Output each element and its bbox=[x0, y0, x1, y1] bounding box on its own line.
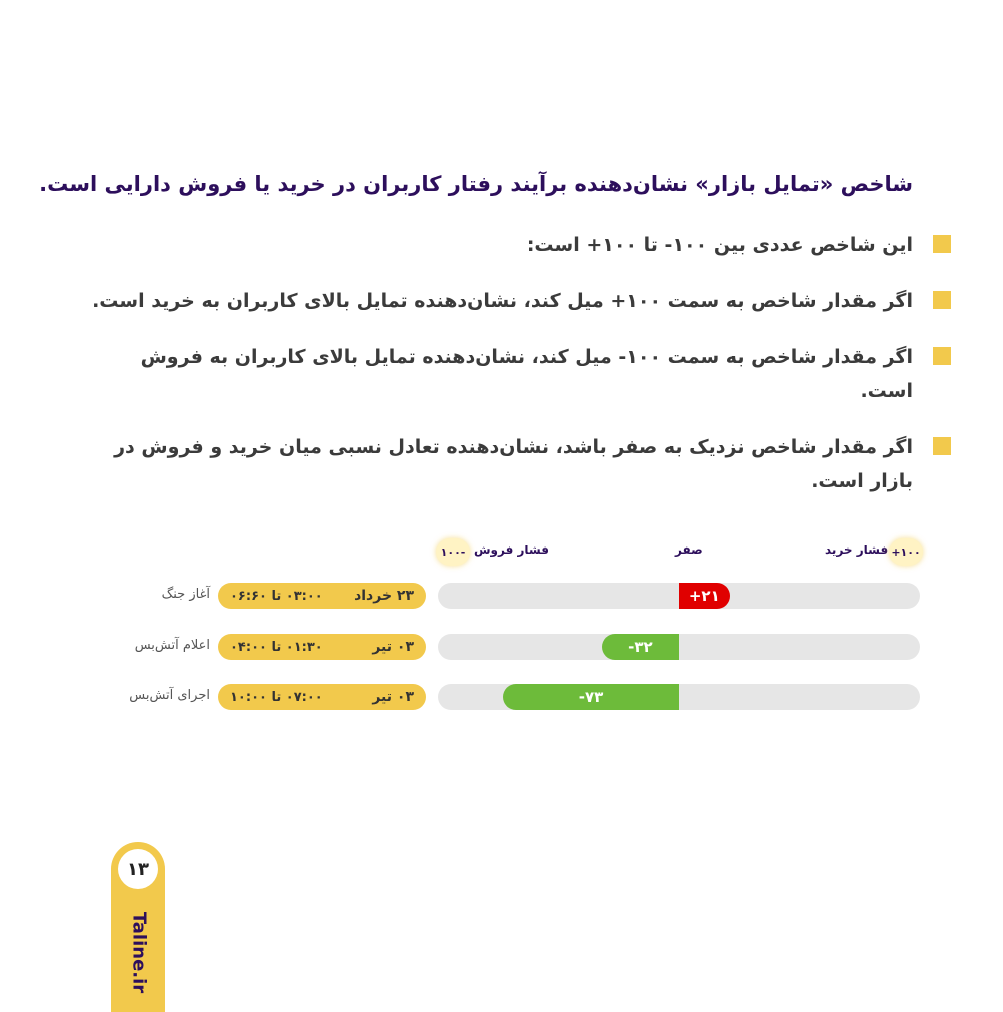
date-label: ۰۳ تیر bbox=[372, 689, 414, 705]
date-time-pill bbox=[218, 634, 426, 660]
bullet-item bbox=[91, 228, 951, 262]
max-label: +۱۰۰ bbox=[889, 538, 923, 566]
time-range-label: ۰۱:۳۰ تا ۰۴:۰۰ bbox=[230, 639, 323, 655]
page-tab bbox=[111, 842, 165, 1012]
value-bar bbox=[679, 583, 730, 609]
min-label: ۱۰۰- bbox=[436, 538, 470, 566]
bullet-item bbox=[91, 284, 951, 318]
bullet-text: اگر مقدار شاخص به سمت ۱۰۰+ میل کند، نشان‌دهنده تمایل بالای کاربران به خرید است. bbox=[92, 290, 913, 312]
value-label: +۲۱ bbox=[688, 587, 720, 605]
event-label: اعلام آتش‌بس bbox=[134, 638, 210, 653]
bullet-item bbox=[91, 430, 951, 498]
bullet-square-icon bbox=[933, 235, 951, 253]
zero-label: صفر bbox=[675, 543, 703, 557]
value-label: -۷۳ bbox=[578, 688, 604, 706]
date-label: ۰۳ تیر bbox=[372, 639, 414, 655]
value-bar bbox=[602, 634, 679, 660]
site-name: Taline.ir bbox=[128, 911, 150, 994]
bullet-square-icon bbox=[933, 437, 951, 455]
page-heading: شاخص «تمایل بازار» نشان‌دهنده برآیند رفتار کاربران در خرید یا فروش دارایی است. bbox=[39, 172, 913, 196]
chart-row bbox=[0, 630, 1003, 664]
date-label: ۲۳ خرداد bbox=[354, 588, 414, 604]
chart-legend bbox=[430, 535, 925, 569]
date-time-pill bbox=[218, 583, 426, 609]
chart-row bbox=[0, 680, 1003, 714]
bullet-text: اگر مقدار شاخص نزدیک به صفر باشد، نشان‌دهنده تعادل نسبی میان خرید و فروش در بازار است. bbox=[114, 436, 913, 492]
event-label: آغاز جنگ bbox=[161, 587, 210, 602]
time-range-label: ۰۷:۰۰ تا ۱۰:۰۰ bbox=[230, 689, 323, 705]
bullet-text: اگر مقدار شاخص به سمت ۱۰۰- میل کند، نشان‌دهنده تمایل بالای کاربران به فروش است. bbox=[140, 346, 913, 402]
buy-pressure-label: فشار خرید bbox=[825, 543, 889, 557]
bullet-square-icon bbox=[933, 291, 951, 309]
chart-row bbox=[0, 579, 1003, 613]
time-range-label: ۰۳:۰۰ تا ۰۶:۶۰ bbox=[230, 588, 323, 604]
value-label: -۳۲ bbox=[628, 638, 653, 656]
value-bar bbox=[503, 684, 679, 710]
bullet-list bbox=[91, 228, 951, 520]
sell-pressure-label: فشار فروش bbox=[474, 543, 549, 557]
bullet-text: این شاخص عددی بین ۱۰۰- تا ۱۰۰+ است: bbox=[526, 234, 913, 256]
bullet-item bbox=[91, 340, 951, 408]
date-time-pill bbox=[218, 684, 426, 710]
bar-track bbox=[438, 634, 920, 660]
event-label: اجرای آتش‌بس bbox=[129, 688, 210, 703]
bullet-square-icon bbox=[933, 347, 951, 365]
page-number: ۱۳ bbox=[118, 849, 158, 889]
